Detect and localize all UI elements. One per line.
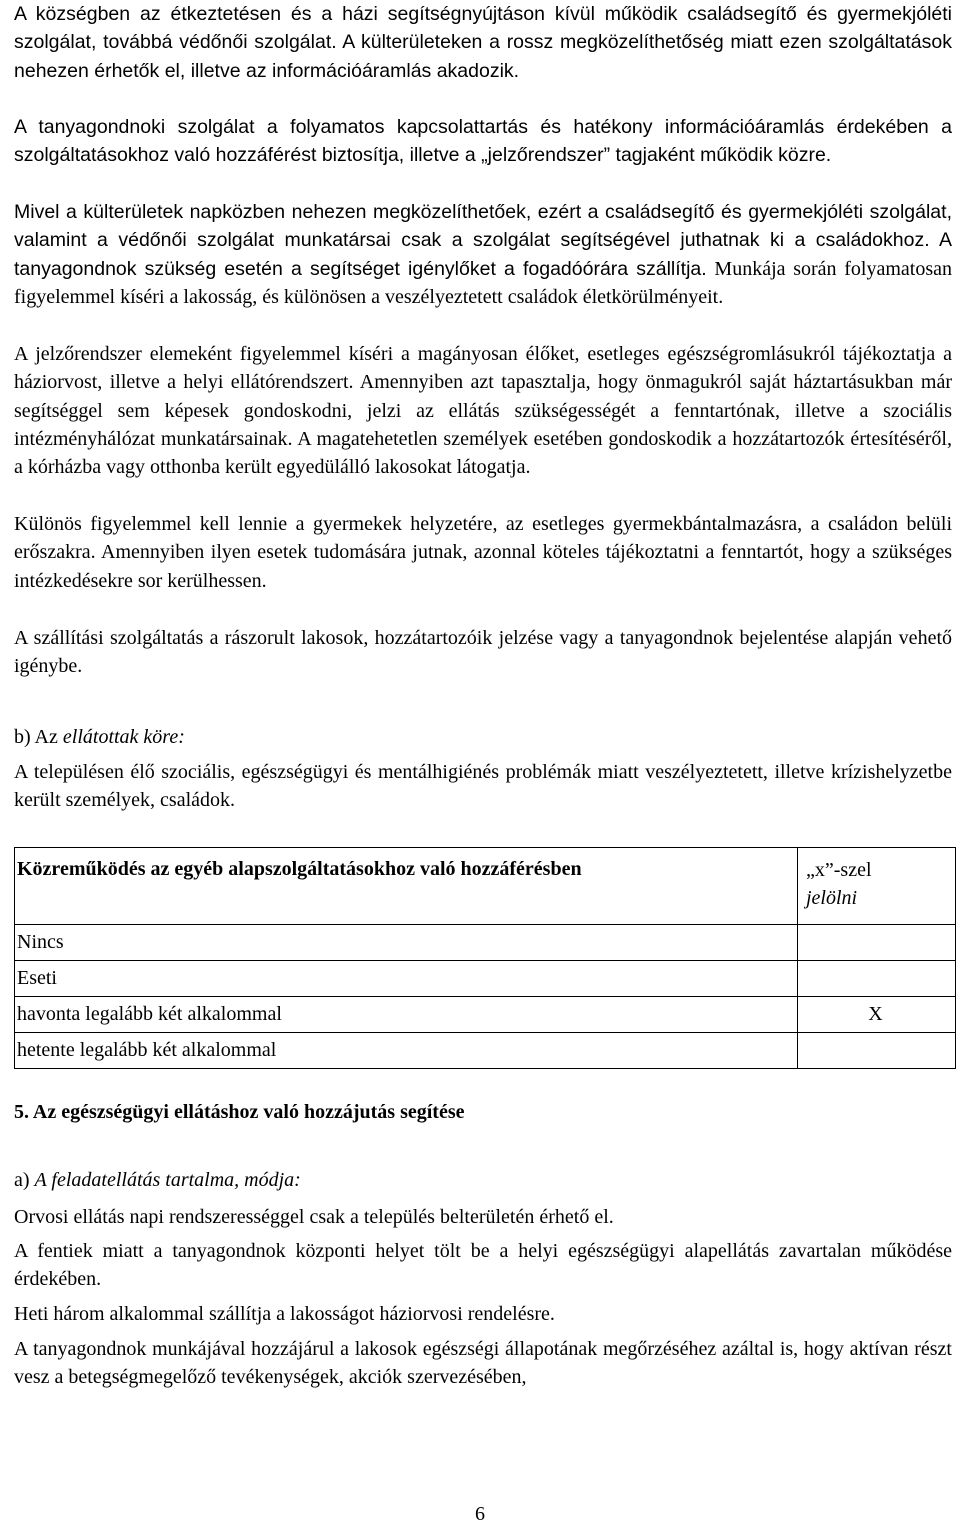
paragraph-tanyagondnok-role: A tanyagondnoki szolgálat a folyamatos kapcsolattartás és hatékony információáramlás érdekében a szolgáltatásokhoz való hozzáférést biztosítja, illetve a „jelzőrendszer” tagjaként működik közre. <box>14 116 952 167</box>
section-5-heading: 5. Az egészségügyi ellátáshoz való hozzájutás segítése <box>14 1101 465 1123</box>
section-5-text-3: Heti három alkalommal szállítja a lakosságot háziorvosi rendelésre. <box>14 1303 555 1325</box>
row-label: Nincs <box>15 925 798 961</box>
paragraph-outskirts <box>14 198 952 311</box>
section-b-heading <box>14 723 952 751</box>
paragraph-signal-system: A jelzőrendszer elemeként figyelemmel kíséri a magányosan élőket, esetleges egészségromlásukról tájékoztatja a háziorvost, illetve a helyi ellátórendszert. Amennyiben azt tapasztalja, hogy önmagukról saját háztartásukban már segítséggel sem képesek gondoskodni, jelzi az ellátás szükségességét a fenntartónak, illetve a szociális intézményhálózat munkatársainak. A magatehetetlen személyek esetében gondoskodik a hozzátartozók értesítéséről, a kórházba vagy otthonba került egyedülálló lakosokat látogatja. <box>14 343 952 479</box>
section-5a-title: A feladatellátás tartalma, módja: <box>34 1169 301 1191</box>
paragraph-transport: A szállítási szolgáltatás a rászorult lakosok, hozzátartozóik jelzése vagy a tanyagondnok bejelentése alapján vehető igénybe. <box>14 627 952 678</box>
section-b-text: A településen élő szociális, egészségügyi és mentálhigiénés problémák miatt veszélyeztetett, illetve krízishelyzetbe került személyek, családok. <box>14 761 952 812</box>
mark-header-line1: „x”-szel <box>806 859 872 881</box>
section-5a-prefix: a) <box>14 1169 35 1191</box>
row-label: hetente legalább két alkalommal <box>15 1033 798 1069</box>
row-mark <box>798 1033 956 1069</box>
table-row <box>15 961 956 997</box>
table-row <box>15 925 956 961</box>
table-mark-header <box>798 848 956 925</box>
page-number: 6 <box>475 1503 485 1525</box>
table-row <box>15 997 956 1033</box>
section-5-text-1: Orvosi ellátás napi rendszerességgel csak a település belterületén érhető el. <box>14 1206 614 1228</box>
paragraph-services: A községben az étkeztetésen és a házi segítségnyújtáson kívül működik családsegítő és gyermekjóléti szolgálat, továbbá védőnői szolgálat. A külterületeken a rossz megközelíthetőség miatt ezen szolgáltatások nehezen érhetők el, illetve az információáramlás akadozik. <box>14 3 952 82</box>
row-mark <box>798 961 956 997</box>
row-mark: X <box>798 997 956 1033</box>
section-5-text-2: A fentiek miatt a tanyagondnok központi helyet tölt be a helyi egészségügyi alapellátás zavartalan működése érdekében. <box>14 1240 952 1291</box>
table-row <box>15 1033 956 1069</box>
section-b-title: ellátottak köre: <box>62 726 185 748</box>
table-header: Közreműködés az egyéb alapszolgáltatásokhoz való hozzáférésben <box>15 848 798 925</box>
paragraph-children: Különös figyelemmel kell lennie a gyermekek helyzetére, az esetleges gyermekbántalmazásra, a családon belüli erőszakra. Amennyiben ilyen esetek tudomására jutnak, azonnal köteles tájékoztatni a fenntartót, hogy a szükséges intézkedésekre sor kerülhessen. <box>14 513 952 592</box>
row-label: havonta legalább két alkalommal <box>15 997 798 1033</box>
section-5a-heading <box>14 1166 952 1194</box>
mark-header-line2: jelölni <box>806 887 858 909</box>
row-mark <box>798 925 956 961</box>
paragraph-outskirts-serif: Munkája során folyamatosan figyelemmel kíséri a lakosság, és különösen a veszélyeztetett családok életkörülményeit. <box>14 257 952 308</box>
row-label: Eseti <box>15 961 798 997</box>
access-table <box>14 847 956 1069</box>
section-b-prefix: b) Az <box>14 726 63 748</box>
section-5-text-4: A tanyagondnok munkájával hozzájárul a lakosok egészségi állapotának megőrzéséhez azáltal is, hogy aktívan részt vesz a betegségmegelőző tevékenységek, akciók szervezésében, <box>14 1338 952 1389</box>
paragraph-outskirts-sans: Mivel a külterületek napközben nehezen megközelíthetőek, ezért a családsegítő és gyermekjóléti szolgálat, valamint a védőnői szolgálat munkatársai csak a szolgálat segítségével juthatnak ki a családokhoz. A tanyagondnok szükség esetén a segítséget igénylőket a fogadóórára szállítja. <box>14 201 952 280</box>
